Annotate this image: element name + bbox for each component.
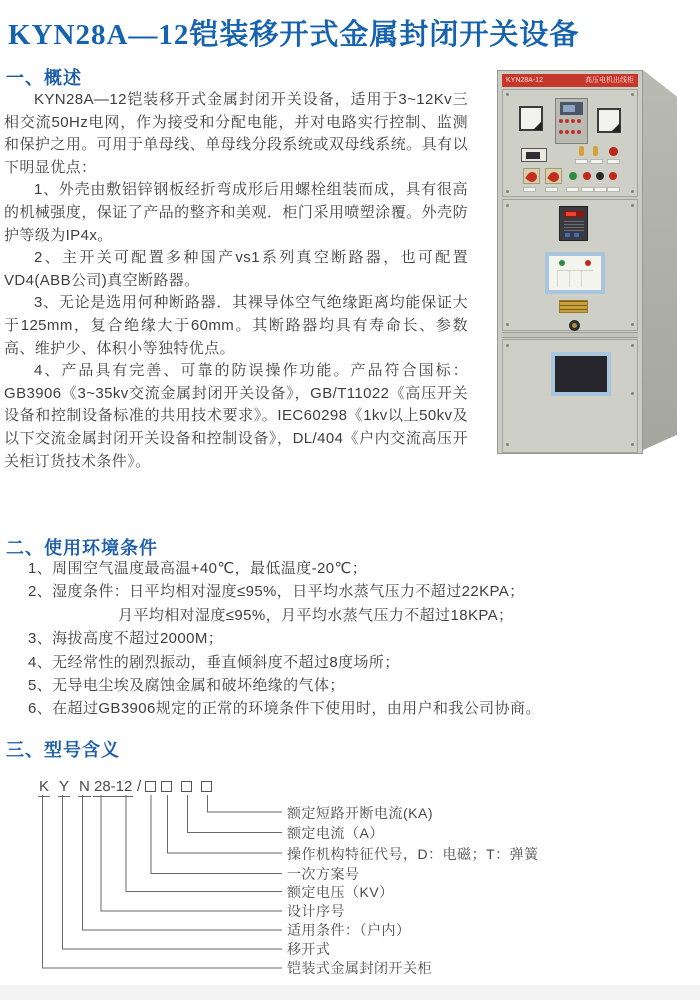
protection-relay	[559, 206, 588, 241]
env-item: 6、在超过GB3906规定的正常的环境条件下使用时，由用户和我公司协商。	[28, 700, 541, 718]
footer-strip	[0, 985, 700, 1000]
dark-inspection-window	[551, 352, 611, 396]
model-label: 移开式	[287, 941, 331, 957]
overview-paragraph: 1、外壳由敷铝锌钢板经折弯成形后用螺栓组装而成，具有很高的机械强度，保证了产品的整齐和美观．柜门采用喷塑涂覆。外壳防护等级为IP4x。	[4, 181, 468, 244]
model-label: 适用条件：（户内）	[287, 922, 411, 938]
environment-section-heading: 二、使用环境条件	[6, 538, 158, 558]
door-divider	[502, 332, 638, 338]
model-label: 一次方案号	[287, 866, 360, 882]
door-lock	[569, 320, 580, 331]
inspection-window	[545, 252, 605, 294]
env-item: 2、湿度条件：日平均相对湿度≤95%，日平均水蒸气压力不超过22KPA；	[28, 583, 525, 601]
model-placeholder-box	[161, 781, 172, 792]
amber-lamp-icon	[579, 146, 584, 156]
overview-paragraph: KYN28A—12铠装移开式金属封闭开关设备，适用于3~12Kv三相交流50Hz电网，作为接受和分配电能，并对电路实行控制、监测和保护之用。可用于单母线、单母线分段系统或双母线系统。具有以下明显优点：	[4, 91, 468, 176]
model-code-char-y: Y	[59, 778, 70, 795]
red-lamp-icon	[609, 147, 618, 156]
overview-paragraph: 4、产品具有完善、可靠的防误操作功能。产品符合国标：GB3906《3~35kv交流金属封闭开关设备》，GB/T11022《高压开关设备和控制设备标准的共用技术要求》。IEC60298《1kv以上50kv及以下交流金属封闭开关设备和控制设备》，DL/404《户内交流高压开关柜订货技术条件》。	[4, 362, 468, 470]
red-pushbutton	[583, 172, 591, 180]
env-item: 1、周围空气温度最高温+40℃，最低温度-20℃；	[28, 560, 368, 577]
model-placeholder-box	[181, 781, 192, 792]
overview-section-heading: 一、概述	[6, 68, 82, 88]
model-placeholder-box	[201, 781, 212, 792]
cabinet-upper-door	[502, 89, 638, 197]
environment-list	[28, 557, 668, 721]
mini-indicator-device	[521, 148, 547, 162]
black-pushbutton	[596, 172, 604, 180]
cabinet-middle-door	[502, 199, 638, 331]
model-code-slash: /	[137, 778, 142, 795]
env-item: 5、无导电尘埃及腐蚀金属和破坏绝缘的气体；	[28, 677, 345, 695]
instrument-buttons	[559, 119, 584, 139]
env-item: 3、海拔高度不超过2000M；	[28, 630, 224, 648]
model-label: 铠装式金属封闭开关柜	[287, 960, 432, 976]
env-item-continuation: 月平均相对湿度≤95%，月平均水蒸气压力不超过18KPA；	[118, 606, 514, 624]
nameplate	[559, 300, 588, 313]
switchgear-cabinet-photo	[495, 64, 700, 464]
model-code-char-n: N	[79, 778, 90, 795]
instrument-screen	[560, 102, 583, 115]
amber-lamp-icon	[593, 146, 598, 156]
overview-paragraph: 3、无论是选用何种断路器．其裸导体空气绝缘距离均能保证大于125mm，复合绝缘大于60mm。其断路器均具有寿命长、参数高、维护少、体积小等独特优点。	[4, 294, 468, 357]
model-placeholder-box	[145, 781, 156, 792]
rotary-switch	[545, 168, 562, 184]
control-instrument	[555, 98, 588, 144]
model-label: 额定短路开断电流(KA)	[287, 805, 433, 821]
cabinet-bottom-door	[502, 339, 638, 453]
model-label: 设计序号	[287, 903, 345, 919]
cabinet-front-panel	[497, 70, 643, 454]
rotary-switch	[523, 168, 540, 184]
cabinet-banner-model-label: KYN28A-12	[506, 77, 543, 84]
page-title: KYN28A—12铠装移开式金属封闭开关设备	[8, 19, 580, 51]
overview-paragraph: 2、主开关可配置多种国产vs1系列真空断路器，也可配置VD4(ABB公司)真空断路器。	[4, 249, 468, 289]
cabinet-banner-name-label: 高压电机出线柜	[585, 77, 634, 84]
analog-meter-right	[597, 108, 621, 133]
green-pushbutton	[569, 172, 577, 180]
env-item: 4、无经常性的剧烈振动，垂直倾斜度不超过8度场所；	[28, 653, 400, 671]
red-pushbutton	[609, 172, 617, 180]
cabinet-banner	[502, 74, 638, 87]
overview-text-block	[4, 89, 468, 473]
model-label: 额定电压（KV）	[287, 884, 394, 900]
model-label: 额定电流（A）	[287, 825, 384, 841]
cabinet-side-panel	[643, 70, 677, 450]
model-label: 操作机构特征代号，D：电磁；T：弹簧	[287, 846, 539, 862]
model-section-heading: 三、型号含义	[6, 740, 120, 760]
model-code-serial: 28-12	[94, 778, 133, 795]
analog-meter-left	[519, 106, 543, 131]
model-code-char-k: K	[39, 778, 50, 795]
